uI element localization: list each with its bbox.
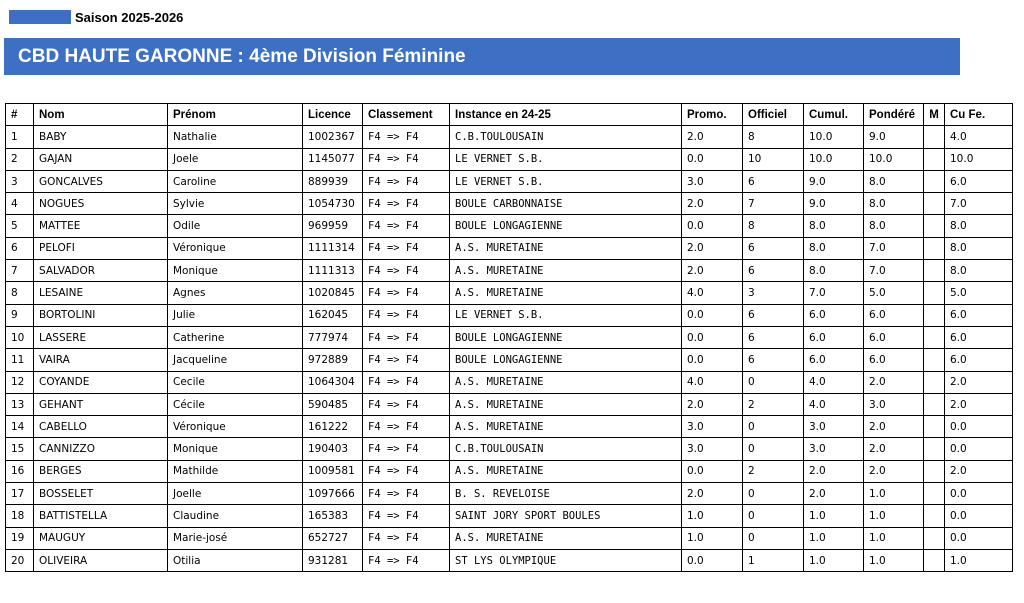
cell-prenom: Joelle: [168, 483, 303, 505]
cell-cu-fe: 0.0: [945, 483, 1013, 505]
cell-nom: SALVADOR: [34, 260, 168, 282]
cell-instance: LE VERNET S.B.: [450, 148, 682, 170]
cell-classement: F4 => F4: [363, 326, 450, 348]
cell-promo: 2.0: [682, 393, 743, 415]
cell-m: [924, 170, 945, 192]
cell-nom: BERGES: [34, 460, 168, 482]
table-row: [6, 527, 1013, 549]
cell-promo: 3.0: [682, 438, 743, 460]
cell-officiel: 6: [743, 237, 804, 259]
cell-cumul: 1.0: [804, 549, 864, 571]
cell-promo: 0.0: [682, 460, 743, 482]
cell-cu-fe: 8.0: [945, 260, 1013, 282]
table-row: [6, 148, 1013, 170]
cell-promo: 0.0: [682, 215, 743, 237]
cell-m: [924, 460, 945, 482]
table-row: [6, 371, 1013, 393]
cell-cumul: 4.0: [804, 371, 864, 393]
cell-nom: MAUGUY: [34, 527, 168, 549]
cell-m: [924, 260, 945, 282]
cell-m: [924, 237, 945, 259]
cell-nom: GEHANT: [34, 393, 168, 415]
cell-m: [924, 126, 945, 148]
cell-cumul: 8.0: [804, 215, 864, 237]
cell-pondere: 8.0: [864, 215, 924, 237]
cell-cu-fe: 6.0: [945, 170, 1013, 192]
cell-licence: 1020845: [303, 282, 363, 304]
cell-nom: PELOFI: [34, 237, 168, 259]
table-row: [6, 483, 1013, 505]
table-header-row: [6, 104, 1013, 126]
cell-cu-fe: 2.0: [945, 371, 1013, 393]
table-row: [6, 326, 1013, 348]
cell-classement: F4 => F4: [363, 304, 450, 326]
season-header: [9, 9, 183, 25]
cell-instance: A.S. MURETAINE: [450, 237, 682, 259]
cell-officiel: 0: [743, 505, 804, 527]
cell-licence: 1145077: [303, 148, 363, 170]
cell-cumul: 6.0: [804, 326, 864, 348]
cell-prenom: Joele: [168, 148, 303, 170]
cell-cumul: 3.0: [804, 416, 864, 438]
cell-instance: BOULE LONGAGIENNE: [450, 349, 682, 371]
cell-pondere: 5.0: [864, 282, 924, 304]
cell-nom: MATTEE: [34, 215, 168, 237]
cell-cu-fe: 0.0: [945, 438, 1013, 460]
cell-classement: F4 => F4: [363, 483, 450, 505]
header-classement: Classement: [363, 104, 450, 126]
season-color-bar: [9, 10, 71, 24]
table-row: [6, 460, 1013, 482]
cell-nom: OLIVEIRA: [34, 549, 168, 571]
cell-cu-fe: 0.0: [945, 416, 1013, 438]
cell-cu-fe: 2.0: [945, 460, 1013, 482]
cell-pondere: 8.0: [864, 193, 924, 215]
cell-licence: 777974: [303, 326, 363, 348]
table-row: [6, 170, 1013, 192]
cell-cumul: 2.0: [804, 483, 864, 505]
cell-cu-fe: 5.0: [945, 282, 1013, 304]
cell-cu-fe: 6.0: [945, 304, 1013, 326]
cell-instance: BOULE LONGAGIENNE: [450, 326, 682, 348]
cell-classement: F4 => F4: [363, 282, 450, 304]
cell-cu-fe: 2.0: [945, 393, 1013, 415]
cell-pondere: 6.0: [864, 304, 924, 326]
cell-rank: 5: [6, 215, 34, 237]
cell-cu-fe: 10.0: [945, 148, 1013, 170]
cell-cumul: 4.0: [804, 393, 864, 415]
cell-pondere: 7.0: [864, 260, 924, 282]
cell-prenom: Mathilde: [168, 460, 303, 482]
cell-pondere: 2.0: [864, 438, 924, 460]
cell-m: [924, 505, 945, 527]
cell-nom: CABELLO: [34, 416, 168, 438]
header-instance: Instance en 24-25: [450, 104, 682, 126]
cell-m: [924, 215, 945, 237]
cell-rank: 15: [6, 438, 34, 460]
cell-promo: 2.0: [682, 126, 743, 148]
cell-officiel: 0: [743, 438, 804, 460]
cell-officiel: 6: [743, 260, 804, 282]
cell-officiel: 6: [743, 326, 804, 348]
cell-officiel: 0: [743, 483, 804, 505]
cell-instance: A.S. MURETAINE: [450, 416, 682, 438]
table-row: [6, 349, 1013, 371]
cell-officiel: 0: [743, 416, 804, 438]
cell-prenom: Caroline: [168, 170, 303, 192]
cell-m: [924, 416, 945, 438]
cell-licence: 165383: [303, 505, 363, 527]
cell-rank: 4: [6, 193, 34, 215]
header-promo: Promo.: [682, 104, 743, 126]
cell-pondere: 1.0: [864, 483, 924, 505]
cell-licence: 931281: [303, 549, 363, 571]
table-row: [6, 237, 1013, 259]
header-cu-fe: Cu Fe.: [945, 104, 1013, 126]
cell-cumul: 3.0: [804, 438, 864, 460]
cell-prenom: Monique: [168, 260, 303, 282]
cell-pondere: 10.0: [864, 148, 924, 170]
cell-m: [924, 349, 945, 371]
cell-m: [924, 438, 945, 460]
cell-licence: 652727: [303, 527, 363, 549]
cell-m: [924, 193, 945, 215]
table-row: [6, 260, 1013, 282]
cell-promo: 3.0: [682, 416, 743, 438]
cell-m: [924, 393, 945, 415]
header-nom: Nom: [34, 104, 168, 126]
cell-licence: 969959: [303, 215, 363, 237]
cell-instance: A.S. MURETAINE: [450, 527, 682, 549]
cell-rank: 2: [6, 148, 34, 170]
cell-m: [924, 483, 945, 505]
cell-instance: BOULE LONGAGIENNE: [450, 215, 682, 237]
cell-instance: A.S. MURETAINE: [450, 371, 682, 393]
cell-promo: 4.0: [682, 282, 743, 304]
cell-officiel: 6: [743, 349, 804, 371]
cell-pondere: 1.0: [864, 505, 924, 527]
cell-cu-fe: 6.0: [945, 349, 1013, 371]
cell-licence: 1111313: [303, 260, 363, 282]
cell-promo: 2.0: [682, 193, 743, 215]
cell-prenom: Véronique: [168, 237, 303, 259]
cell-rank: 8: [6, 282, 34, 304]
table-row: [6, 416, 1013, 438]
cell-cu-fe: 6.0: [945, 326, 1013, 348]
cell-cu-fe: 8.0: [945, 237, 1013, 259]
cell-prenom: Agnes: [168, 282, 303, 304]
cell-pondere: 9.0: [864, 126, 924, 148]
cell-instance: A.S. MURETAINE: [450, 260, 682, 282]
cell-nom: COYANDE: [34, 371, 168, 393]
cell-m: [924, 148, 945, 170]
cell-licence: 1009581: [303, 460, 363, 482]
header-rank: #: [6, 104, 34, 126]
cell-licence: 1002367: [303, 126, 363, 148]
cell-licence: 1097666: [303, 483, 363, 505]
cell-instance: B. S. REVELOISE: [450, 483, 682, 505]
cell-pondere: 6.0: [864, 326, 924, 348]
cell-classement: F4 => F4: [363, 349, 450, 371]
cell-nom: GAJAN: [34, 148, 168, 170]
cell-pondere: 2.0: [864, 371, 924, 393]
cell-prenom: Catherine: [168, 326, 303, 348]
cell-nom: BOSSELET: [34, 483, 168, 505]
season-label: Saison 2025-2026: [75, 9, 184, 25]
cell-rank: 11: [6, 349, 34, 371]
cell-licence: 1064304: [303, 371, 363, 393]
cell-prenom: Nathalie: [168, 126, 303, 148]
cell-licence: 972889: [303, 349, 363, 371]
cell-licence: 889939: [303, 170, 363, 192]
cell-rank: 20: [6, 549, 34, 571]
cell-officiel: 6: [743, 304, 804, 326]
cell-promo: 0.0: [682, 349, 743, 371]
cell-classement: F4 => F4: [363, 460, 450, 482]
cell-instance: LE VERNET S.B.: [450, 304, 682, 326]
header-officiel: Officiel: [743, 104, 804, 126]
cell-classement: F4 => F4: [363, 438, 450, 460]
cell-pondere: 2.0: [864, 416, 924, 438]
header-cumul: Cumul.: [804, 104, 864, 126]
cell-rank: 13: [6, 393, 34, 415]
cell-classement: F4 => F4: [363, 416, 450, 438]
cell-prenom: Julie: [168, 304, 303, 326]
cell-classement: F4 => F4: [363, 549, 450, 571]
cell-promo: 0.0: [682, 148, 743, 170]
table-row: [6, 126, 1013, 148]
table-row: [6, 549, 1013, 571]
cell-licence: 162045: [303, 304, 363, 326]
cell-classement: F4 => F4: [363, 260, 450, 282]
page-title-banner: [4, 38, 960, 75]
cell-prenom: Cécile: [168, 393, 303, 415]
cell-nom: GONCALVES: [34, 170, 168, 192]
cell-classement: F4 => F4: [363, 371, 450, 393]
cell-promo: 0.0: [682, 304, 743, 326]
cell-cumul: 2.0: [804, 460, 864, 482]
cell-cumul: 9.0: [804, 170, 864, 192]
cell-pondere: 2.0: [864, 460, 924, 482]
cell-officiel: 6: [743, 170, 804, 192]
cell-licence: 1054730: [303, 193, 363, 215]
cell-promo: 2.0: [682, 237, 743, 259]
cell-officiel: 2: [743, 393, 804, 415]
cell-prenom: Otilia: [168, 549, 303, 571]
cell-cumul: 6.0: [804, 304, 864, 326]
cell-licence: 161222: [303, 416, 363, 438]
cell-prenom: Odile: [168, 215, 303, 237]
cell-classement: F4 => F4: [363, 170, 450, 192]
table-row: [6, 282, 1013, 304]
cell-cumul: 8.0: [804, 260, 864, 282]
cell-cumul: 10.0: [804, 148, 864, 170]
cell-licence: 590485: [303, 393, 363, 415]
cell-prenom: Sylvie: [168, 193, 303, 215]
cell-cumul: 1.0: [804, 505, 864, 527]
cell-promo: 1.0: [682, 527, 743, 549]
cell-cu-fe: 0.0: [945, 527, 1013, 549]
cell-rank: 19: [6, 527, 34, 549]
cell-instance: A.S. MURETAINE: [450, 282, 682, 304]
cell-promo: 0.0: [682, 326, 743, 348]
cell-cumul: 6.0: [804, 349, 864, 371]
cell-cu-fe: 4.0: [945, 126, 1013, 148]
page-title: CBD HAUTE GARONNE : 4ème Division Féminine: [18, 45, 466, 67]
cell-classement: F4 => F4: [363, 148, 450, 170]
cell-cu-fe: 1.0: [945, 549, 1013, 571]
cell-nom: BATTISTELLA: [34, 505, 168, 527]
cell-rank: 9: [6, 304, 34, 326]
cell-m: [924, 326, 945, 348]
cell-rank: 14: [6, 416, 34, 438]
cell-cumul: 9.0: [804, 193, 864, 215]
cell-pondere: 7.0: [864, 237, 924, 259]
cell-officiel: 7: [743, 193, 804, 215]
table-row: [6, 393, 1013, 415]
cell-officiel: 8: [743, 126, 804, 148]
cell-nom: BORTOLINI: [34, 304, 168, 326]
table-row: [6, 304, 1013, 326]
cell-officiel: 0: [743, 371, 804, 393]
cell-promo: 2.0: [682, 260, 743, 282]
cell-officiel: 1: [743, 549, 804, 571]
ranking-table: [5, 103, 1013, 572]
cell-classement: F4 => F4: [363, 527, 450, 549]
cell-pondere: 8.0: [864, 170, 924, 192]
cell-cu-fe: 0.0: [945, 505, 1013, 527]
cell-rank: 3: [6, 170, 34, 192]
cell-classement: F4 => F4: [363, 126, 450, 148]
cell-cumul: 8.0: [804, 237, 864, 259]
cell-instance: C.B.TOULOUSAIN: [450, 126, 682, 148]
cell-officiel: 8: [743, 215, 804, 237]
cell-nom: LESAINE: [34, 282, 168, 304]
cell-instance: A.S. MURETAINE: [450, 460, 682, 482]
cell-officiel: 2: [743, 460, 804, 482]
cell-classement: F4 => F4: [363, 193, 450, 215]
cell-licence: 1111314: [303, 237, 363, 259]
cell-cumul: 7.0: [804, 282, 864, 304]
cell-prenom: Marie-josé: [168, 527, 303, 549]
cell-nom: VAIRA: [34, 349, 168, 371]
cell-promo: 2.0: [682, 483, 743, 505]
cell-promo: 0.0: [682, 549, 743, 571]
cell-cumul: 1.0: [804, 527, 864, 549]
cell-instance: C.B.TOULOUSAIN: [450, 438, 682, 460]
cell-rank: 10: [6, 326, 34, 348]
cell-m: [924, 304, 945, 326]
header-pondere: Pondéré: [864, 104, 924, 126]
cell-pondere: 1.0: [864, 527, 924, 549]
cell-prenom: Claudine: [168, 505, 303, 527]
header-prenom: Prénom: [168, 104, 303, 126]
table-row: [6, 438, 1013, 460]
cell-classement: F4 => F4: [363, 505, 450, 527]
cell-instance: BOULE CARBONNAISE: [450, 193, 682, 215]
cell-nom: NOGUES: [34, 193, 168, 215]
cell-cu-fe: 8.0: [945, 215, 1013, 237]
cell-instance: A.S. MURETAINE: [450, 393, 682, 415]
cell-classement: F4 => F4: [363, 215, 450, 237]
cell-m: [924, 527, 945, 549]
cell-prenom: Monique: [168, 438, 303, 460]
cell-classement: F4 => F4: [363, 237, 450, 259]
cell-promo: 1.0: [682, 505, 743, 527]
cell-rank: 18: [6, 505, 34, 527]
cell-pondere: 3.0: [864, 393, 924, 415]
cell-officiel: 10: [743, 148, 804, 170]
cell-m: [924, 282, 945, 304]
cell-classement: F4 => F4: [363, 393, 450, 415]
cell-prenom: Cecile: [168, 371, 303, 393]
cell-instance: LE VERNET S.B.: [450, 170, 682, 192]
cell-officiel: 0: [743, 527, 804, 549]
cell-rank: 6: [6, 237, 34, 259]
cell-cu-fe: 7.0: [945, 193, 1013, 215]
table-row: [6, 505, 1013, 527]
cell-rank: 16: [6, 460, 34, 482]
cell-rank: 7: [6, 260, 34, 282]
cell-cumul: 10.0: [804, 126, 864, 148]
cell-instance: ST LYS OLYMPIQUE: [450, 549, 682, 571]
cell-promo: 4.0: [682, 371, 743, 393]
cell-officiel: 3: [743, 282, 804, 304]
cell-nom: LASSERE: [34, 326, 168, 348]
header-licence: Licence: [303, 104, 363, 126]
header-m: M: [924, 104, 945, 126]
cell-m: [924, 371, 945, 393]
cell-rank: 1: [6, 126, 34, 148]
cell-promo: 3.0: [682, 170, 743, 192]
cell-nom: CANNIZZO: [34, 438, 168, 460]
cell-pondere: 6.0: [864, 349, 924, 371]
table-row: [6, 193, 1013, 215]
cell-prenom: Jacqueline: [168, 349, 303, 371]
cell-m: [924, 549, 945, 571]
cell-instance: SAINT JORY SPORT BOULES: [450, 505, 682, 527]
cell-prenom: Véronique: [168, 416, 303, 438]
cell-rank: 17: [6, 483, 34, 505]
cell-pondere: 1.0: [864, 549, 924, 571]
cell-licence: 190403: [303, 438, 363, 460]
cell-rank: 12: [6, 371, 34, 393]
table-row: [6, 215, 1013, 237]
cell-nom: BABY: [34, 126, 168, 148]
